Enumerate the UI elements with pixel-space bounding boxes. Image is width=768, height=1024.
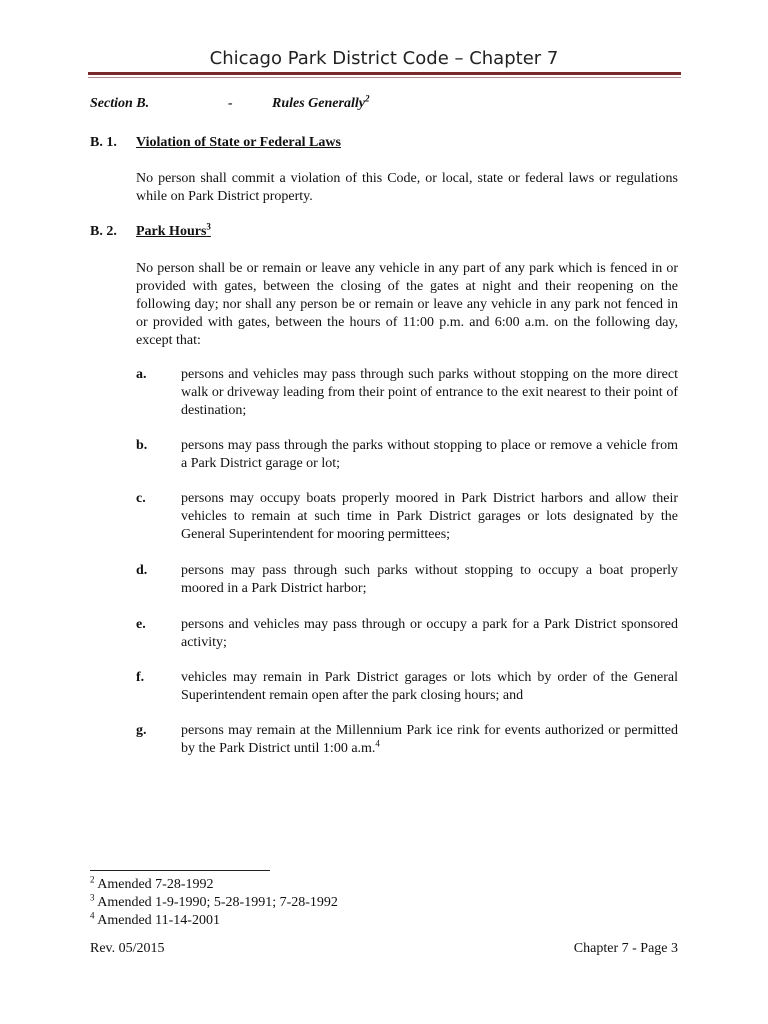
list-item-label: d. xyxy=(136,563,148,578)
footnote-text: Amended 7-28-1992 xyxy=(97,877,214,892)
footnote-text: Amended 11-14-2001 xyxy=(97,913,220,928)
section-title: Rules Generally xyxy=(272,96,365,111)
footnote-number: 2 xyxy=(90,874,95,885)
b1-paragraph: No person shall commit a violation of this Code, or local, state or federal laws or regulations while on Park District property. xyxy=(136,171,678,204)
list-item-text: persons and vehicles may pass through or occupy a park for a Park District sponsored activity; xyxy=(181,617,678,650)
section-dash: - xyxy=(228,96,233,111)
footnote-number: 3 xyxy=(90,892,95,903)
footnote xyxy=(90,876,214,894)
footnote-number: 4 xyxy=(90,910,95,921)
b2-number: B. 2. xyxy=(90,224,117,239)
section-title-wrap xyxy=(272,93,370,112)
header-rule-thick xyxy=(88,72,681,75)
header-rule-thin xyxy=(88,77,681,78)
footnote xyxy=(90,894,338,912)
page-header-title: Chicago Park District Code – Chapter 7 xyxy=(209,48,559,69)
section-footnote-ref[interactable]: 2 xyxy=(364,93,370,104)
b2-paragraph: No person shall be or remain or leave any vehicle in any part of any park which is fenced in or provided with gates, between the closing of the gates at night and their reopening on the following day; nor shall any person be or remain or leave any vehicle in any park not fenced in or provided with gates, between the hours of 11:00 p.m. and 6:00 a.m. on the following day, except that: xyxy=(136,261,678,348)
b1-number: B. 1. xyxy=(90,135,117,150)
list-item-label: f. xyxy=(136,670,145,685)
list-item-label: a. xyxy=(136,367,147,382)
list-item-text-wrap xyxy=(181,722,678,758)
b2-title-wrap xyxy=(136,221,211,240)
footer-revision: Rev. 05/2015 xyxy=(90,941,165,956)
b2-title: Park Hours xyxy=(136,224,207,239)
list-item-text: persons may pass through such parks without stopping to occupy a boat properly moored in a Park District harbor; xyxy=(181,563,678,596)
list-item-text: persons may remain at the Millennium Park ice rink for events authorized or permitted by the Park District until 1:00 a.m. xyxy=(181,723,678,756)
b2-footnote-ref[interactable]: 3 xyxy=(206,221,211,232)
list-item-label: g. xyxy=(136,723,147,738)
list-item-text: persons and vehicles may pass through such parks without stopping on the more direct walk or driveway leading from their point of entrance to the exit nearest to their point of destination; xyxy=(181,367,678,418)
list-item-label: e. xyxy=(136,617,146,632)
footnote-separator xyxy=(90,870,270,871)
b1-title: Violation of State or Federal Laws xyxy=(136,135,341,150)
list-item-text: persons may occupy boats properly moored in Park District harbors and allow their vehicles to remain at such time in Park District garages or lots designated by the General Superintendent for mooring permittees; xyxy=(181,491,678,542)
list-item-label: b. xyxy=(136,438,148,453)
list-item-label: c. xyxy=(136,491,146,506)
footer-page-number: Chapter 7 - Page 3 xyxy=(573,941,678,956)
section-label: Section B. xyxy=(90,96,150,111)
footnote-text: Amended 1-9-1990; 5-28-1991; 7-28-1992 xyxy=(97,895,338,910)
list-item-text: vehicles may remain in Park District garages or lots which by order of the General Superintendent remain open after the park closing hours; and xyxy=(181,670,678,703)
footnote xyxy=(90,912,220,930)
item-g-footnote-ref[interactable]: 4 xyxy=(375,738,380,749)
list-item-text: persons may pass through the parks without stopping to place or remove a vehicle from a Park District garage or lot; xyxy=(181,438,678,471)
